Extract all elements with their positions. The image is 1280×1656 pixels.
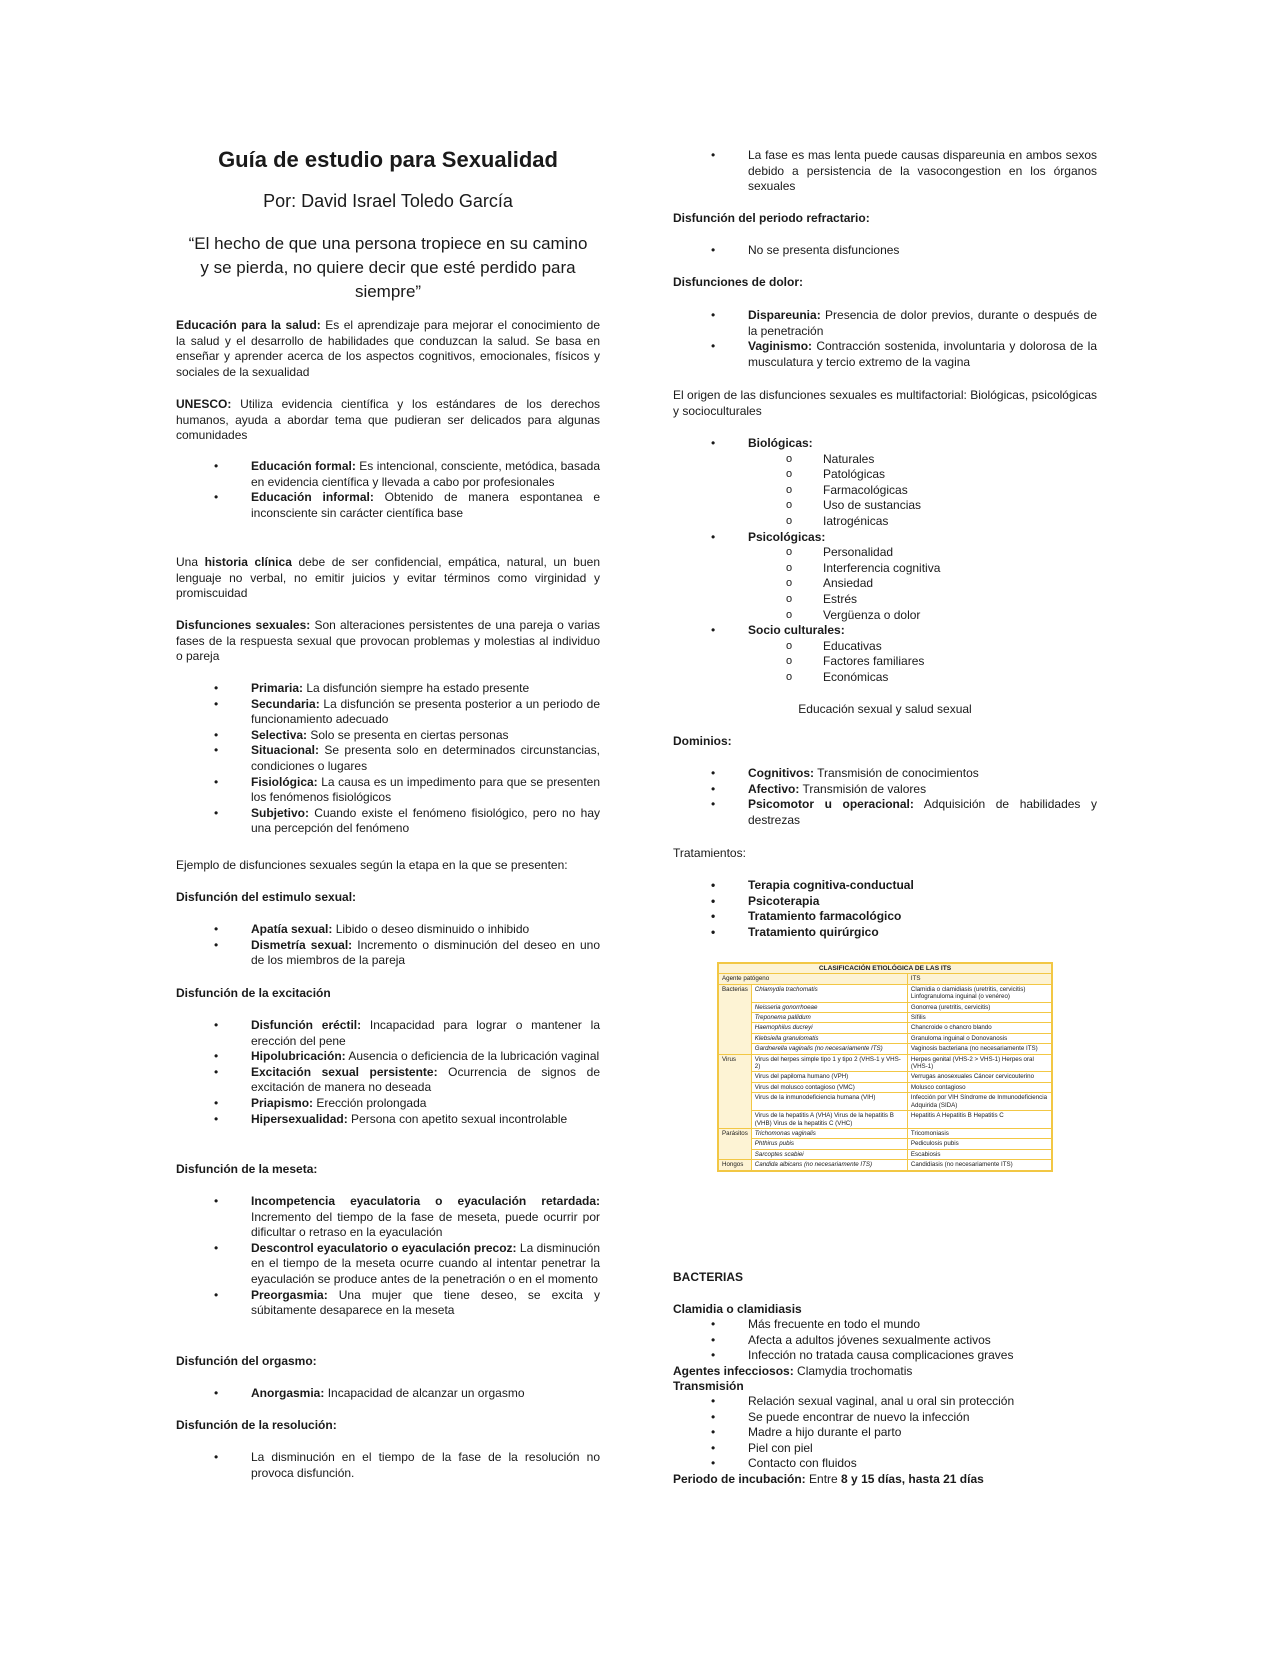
dominios-list bbox=[673, 766, 1097, 828]
historia-text: debe de ser confidencial, empática, natural, un buen lenguaje no verbal, no emitir juicios y evitar términos como virginidad y promiscuidad bbox=[176, 555, 600, 601]
origen-list bbox=[673, 436, 1097, 686]
resolucion-list bbox=[176, 1450, 600, 1481]
list-item: • Infección no tratada causa complicaciones graves bbox=[673, 1348, 1097, 1364]
list-item-term: Secundaria: bbox=[251, 696, 320, 711]
list-item-text: Adquisición de habilidades y destrezas bbox=[748, 797, 1098, 827]
list-item bbox=[176, 806, 600, 837]
list-item-text: La disminución en el tiempo de la fase de la resolución no provoca disfunción. bbox=[251, 1450, 600, 1480]
list-item-term: Educación informal: bbox=[251, 490, 374, 505]
its-cell: Gonorrea (uretritis, cervicitis) bbox=[907, 1002, 1052, 1012]
agent-cell: Virus del papiloma humano (VPH) bbox=[751, 1072, 907, 1082]
list-item bbox=[176, 938, 600, 969]
list-item-text: Libido o deseo disminuido o inhibido bbox=[332, 922, 530, 936]
its-cell: Pediculosis pubis bbox=[907, 1139, 1052, 1149]
list-item-term: Apatía sexual: bbox=[251, 922, 333, 936]
group-cell: Hongos bbox=[718, 1160, 751, 1171]
list-item-term: Fisiológica: bbox=[251, 774, 318, 789]
list-item bbox=[176, 1096, 600, 1112]
clamidia-list bbox=[673, 1317, 1097, 1364]
list-item-text: Presencia de dolor previos, durante o después de la penetración bbox=[748, 308, 1097, 338]
list-item-term: Psicomotor u operacional: bbox=[748, 797, 914, 812]
agent-cell bbox=[751, 1044, 907, 1054]
group-cell: Bacterias bbox=[718, 984, 751, 1054]
list-item bbox=[673, 148, 1097, 195]
table-header-agent: Agente patógeno bbox=[718, 974, 907, 984]
list-item bbox=[673, 782, 1097, 798]
table-row bbox=[718, 1023, 1052, 1033]
tratamientos-heading: Tratamientos: bbox=[673, 846, 746, 860]
agent-cell bbox=[751, 1160, 907, 1171]
sub-list-item: o Educativas bbox=[748, 639, 1097, 655]
its-cell: Clamidia o clamidiasis (uretritis, cervicitis) Linfogranuloma inguinal (o venéreo) bbox=[907, 984, 1052, 1002]
list-item-text: Incapacidad de alcanzar un orgasmo bbox=[324, 1386, 525, 1400]
sub-list-item: o Interferencia cognitiva bbox=[748, 561, 1097, 577]
estimulo-heading: Disfunción del estimulo sexual: bbox=[176, 890, 357, 904]
list-item-term: Cognitivos: bbox=[748, 766, 814, 780]
its-cell: Verrugas anosexuales Cáncer cervicouterino bbox=[907, 1072, 1052, 1082]
list-item bbox=[673, 243, 1097, 259]
agentes-paragraph bbox=[673, 1364, 1097, 1380]
list-item-term: Dismetría sexual: bbox=[251, 937, 353, 952]
list-item-term: Hipersexualidad: bbox=[251, 1111, 348, 1126]
list-item-text: No se presenta disfunciones bbox=[748, 243, 900, 257]
list-item-text: La disfunción se presenta posterior a un periodo de funcionamiento adecuado bbox=[251, 696, 600, 727]
unesco-term: UNESCO: bbox=[176, 397, 232, 411]
list-item-text: Una mujer que tiene deseo, se excita y súbitamente desaparece en la meseta bbox=[251, 1287, 600, 1318]
list-item-text: Erección prolongada bbox=[313, 1095, 427, 1110]
table-row bbox=[718, 1054, 1052, 1072]
agent-text: Candida albicans (no necesariamente ITS) bbox=[754, 1161, 873, 1169]
its-cell: Chancroide o chancro blando bbox=[907, 1023, 1052, 1033]
agent-cell: Virus del molusco contagioso (VMC) bbox=[751, 1082, 907, 1092]
list-item bbox=[176, 1450, 600, 1481]
list-item: • Más frecuente en todo el mundo bbox=[673, 1317, 1097, 1333]
meseta-list bbox=[176, 1194, 600, 1319]
excitacion-list bbox=[176, 1018, 600, 1127]
disfunciones-paragraph bbox=[176, 618, 600, 665]
agent-cell bbox=[751, 1013, 907, 1023]
tratamientos-list bbox=[673, 878, 1097, 940]
list-item: • Piel con piel bbox=[673, 1441, 1097, 1457]
sub-list-item: o Farmacológicas bbox=[748, 483, 1097, 499]
list-item-term: Incompetencia eyaculatoria o eyaculación retardada: bbox=[251, 1194, 600, 1208]
list-item bbox=[176, 459, 600, 490]
its-cell: Vaginosis bacteriana (no necesariamente ITS) bbox=[907, 1044, 1052, 1054]
agent-cell bbox=[751, 1002, 907, 1012]
agentes-term: Agentes infecciosos: bbox=[673, 1364, 794, 1378]
its-cell: Infección por VIH Síndrome de Inmunodeficiencia Adquirida (SIDA) bbox=[907, 1093, 1052, 1111]
list-item bbox=[176, 743, 600, 774]
table-row bbox=[718, 984, 1052, 1002]
table-row bbox=[718, 1072, 1052, 1082]
its-cell: Candidiasis (no necesariamente ITS) bbox=[907, 1160, 1052, 1171]
agent-text: Klebsiella granulomatis bbox=[754, 1034, 819, 1042]
agent-text: Haemophilus ducreyi bbox=[754, 1024, 813, 1032]
sub-list-item: o Iatrogénicas bbox=[748, 514, 1097, 530]
list-item: • Psicoterapia bbox=[673, 894, 1097, 910]
list-item-text: Transmisión de conocimientos bbox=[814, 766, 979, 780]
list-item bbox=[673, 766, 1097, 782]
its-cell: Hepatitis A Hepatitis B Hepatitis C bbox=[907, 1111, 1052, 1129]
list-item-text: Contracción sostenida, involuntaria y dolorosa de la musculatura y tercio extremo de la vagina bbox=[748, 339, 1097, 369]
sub-list-item: o Factores familiares bbox=[748, 654, 1097, 670]
group-cell: Virus bbox=[718, 1054, 751, 1128]
list-item-text: Transmisión de valores bbox=[799, 781, 927, 796]
agent-cell: Virus del herpes simple tipo 1 y tipo 2 (VHS-1 y VHS-2) bbox=[751, 1054, 907, 1072]
list-item-text: Persona con apetito sexual incontrolable bbox=[347, 1111, 568, 1126]
disfunciones-term: Disfunciones sexuales: bbox=[176, 618, 311, 632]
historia-pre: Una bbox=[176, 555, 205, 569]
agent-text: Neisseria gonorrhoeae bbox=[754, 1003, 818, 1011]
sub-list bbox=[748, 452, 1097, 530]
list-item bbox=[673, 339, 1097, 370]
list-item-text: Incremento o disminución del deseo en uno de los miembros de la pareja bbox=[251, 937, 600, 968]
list-item-text: Incapacidad para lograr o mantener la erección del pene bbox=[251, 1018, 600, 1048]
list-item bbox=[176, 1386, 600, 1402]
sub-list-item: o Ansiedad bbox=[748, 576, 1097, 592]
table-row bbox=[718, 1128, 1052, 1138]
document-quote: “El hecho de que una persona tropiece en su camino y se pierda, no quiere decir que esté perdido para siempre” bbox=[188, 234, 588, 301]
incubacion-days: 8 y 15 días, hasta 21 días bbox=[841, 1472, 984, 1486]
agent-cell: Virus de la hepatitis A (VHA) Virus de la hepatitis B (VHB) Virus de la hepatitis C (VHC) bbox=[751, 1111, 907, 1129]
educacion-term: Educación para la salud: bbox=[176, 318, 321, 332]
list-item bbox=[176, 1018, 600, 1049]
list-item-text: Obtenido de manera espontanea e inconsciente sin carácter científica base bbox=[251, 490, 600, 520]
list-item bbox=[176, 490, 600, 521]
list-item: • Tratamiento quirúrgico bbox=[673, 925, 1097, 941]
fase-lenta-list bbox=[673, 148, 1097, 195]
list-item bbox=[673, 797, 1097, 828]
sub-list-item: o Uso de sustancias bbox=[748, 498, 1097, 514]
list-item bbox=[673, 530, 1097, 624]
orgasmo-heading: Disfunción del orgasmo: bbox=[176, 1354, 317, 1368]
group-label: Socio culturales: bbox=[748, 623, 845, 638]
sub-list bbox=[748, 545, 1097, 623]
excitacion-heading: Disfunción de la excitación bbox=[176, 986, 331, 1000]
table-row bbox=[718, 1149, 1052, 1159]
agent-cell bbox=[751, 1023, 907, 1033]
sub-list-item: o Vergüenza o dolor bbox=[748, 608, 1097, 624]
list-item-term: Situacional: bbox=[251, 743, 320, 758]
agentes-text: Clamydia trochomatis bbox=[793, 1364, 913, 1378]
list-item-term: Primaria: bbox=[251, 681, 304, 695]
estimulo-list bbox=[176, 922, 600, 969]
list-item: • Terapia cognitiva-conductual bbox=[673, 878, 1097, 894]
list-item-text: La causa es un impedimento para que se presenten los fenómenos fisiológicos bbox=[251, 774, 600, 805]
list-item: • Tratamiento farmacológico bbox=[673, 909, 1097, 925]
list-item bbox=[673, 623, 1097, 685]
list-item-term: Disfunción eréctil: bbox=[251, 1018, 362, 1032]
its-cell: Sífilis bbox=[907, 1013, 1052, 1023]
list-item: • Se puede encontrar de nuevo la infección bbox=[673, 1410, 1097, 1426]
list-item-term: Preorgasmia: bbox=[251, 1287, 328, 1302]
list-item bbox=[176, 775, 600, 806]
list-item-text: Ausencia o deficiencia de la lubricación vaginal bbox=[345, 1049, 600, 1064]
ejemplo-paragraph: Ejemplo de disfunciones sexuales según la etapa en la que se presenten: bbox=[176, 858, 568, 872]
list-item-text: Ocurrencia de signos de excitación de manera no deseada bbox=[251, 1064, 600, 1095]
table-caption: CLASIFICACIÓN ETIOLÓGICA DE LAS ITS bbox=[718, 963, 1052, 974]
group-cell: Parásitos bbox=[718, 1128, 751, 1159]
list-item-term: Selectiva: bbox=[251, 727, 308, 742]
disfunciones-text: Son alteraciones persistentes de una pareja o varias fases de la respuesta sexual que provocan problemas y molestias al individuo o pareja bbox=[176, 618, 600, 664]
dominios-heading: Dominios: bbox=[673, 734, 732, 748]
refractario-heading: Disfunción del periodo refractario: bbox=[673, 211, 870, 225]
historia-paragraph bbox=[176, 555, 600, 602]
group-label: Psicológicas: bbox=[748, 529, 826, 544]
bacterias-heading: BACTERIAS bbox=[673, 1270, 744, 1284]
table-row bbox=[718, 1093, 1052, 1111]
list-item bbox=[176, 697, 600, 728]
dolor-heading: Disfunciones de dolor: bbox=[673, 275, 804, 289]
transmision-list bbox=[673, 1394, 1097, 1472]
table-row bbox=[718, 1160, 1052, 1171]
orgasmo-list bbox=[176, 1386, 600, 1402]
sub-list-item: o Económicas bbox=[748, 670, 1097, 686]
agent-text: Treponema pallidum bbox=[754, 1014, 811, 1022]
agent-cell bbox=[751, 1033, 907, 1043]
table-row bbox=[718, 1002, 1052, 1012]
list-item bbox=[176, 1112, 600, 1128]
group-label: Biológicas: bbox=[748, 436, 813, 450]
historia-term: historia clínica bbox=[204, 555, 292, 569]
list-item: • Contacto con fluidos bbox=[673, 1456, 1097, 1472]
sub-list-item: o Naturales bbox=[748, 452, 1097, 468]
list-item-term: Hipolubricación: bbox=[251, 1049, 346, 1064]
origen-paragraph: El origen de las disfunciones sexuales es multifactorial: Biológicas, psicológicas y socioculturales bbox=[673, 388, 1097, 418]
list-item-text: Solo se presenta en ciertas personas bbox=[307, 727, 509, 742]
list-item bbox=[673, 308, 1097, 339]
incubacion-pre: Entre bbox=[805, 1472, 842, 1486]
list-item bbox=[176, 1049, 600, 1065]
list-item-text: La disfunción siempre ha estado presente bbox=[303, 681, 530, 695]
list-item bbox=[176, 681, 600, 697]
list-item-term: Educación formal: bbox=[251, 459, 356, 473]
its-cell: Tricomoniasis bbox=[907, 1128, 1052, 1138]
list-item bbox=[176, 922, 600, 938]
agent-cell bbox=[751, 1128, 907, 1138]
table-row bbox=[718, 1013, 1052, 1023]
transmision-heading: Transmisión bbox=[673, 1379, 744, 1393]
list-item-term: Excitación sexual persistente: bbox=[251, 1064, 438, 1079]
agent-cell bbox=[751, 984, 907, 1002]
incubacion-paragraph bbox=[673, 1472, 1097, 1488]
sub-list-item: o Patológicas bbox=[748, 467, 1097, 483]
agent-text: Phthirus pubis bbox=[754, 1140, 795, 1148]
unesco-paragraph bbox=[176, 397, 600, 444]
meseta-heading: Disfunción de la meseta: bbox=[176, 1162, 318, 1176]
agent-text: Chlamydia trachomatis bbox=[754, 985, 818, 993]
table-row bbox=[718, 1139, 1052, 1149]
its-cell: Molusco contagioso bbox=[907, 1082, 1052, 1092]
sub-list-item: o Personalidad bbox=[748, 545, 1097, 561]
clamidia-heading: Clamidia o clamidiasis bbox=[673, 1302, 802, 1316]
list-item-term: Descontrol eyaculatorio o eyaculación precoz: bbox=[251, 1240, 517, 1255]
list-item-term: Priapismo: bbox=[251, 1095, 314, 1110]
list-item-text: Cuando existe el fenómeno fisiológico, pero no hay una percepción del fenómeno bbox=[251, 805, 600, 836]
educacion-paragraph bbox=[176, 318, 600, 380]
incubacion-term: Periodo de incubación: bbox=[673, 1472, 806, 1486]
sub-list-item: o Estrés bbox=[748, 592, 1097, 608]
table-row bbox=[718, 1033, 1052, 1043]
list-item-text: Se presenta solo en determinados circunstancias, condiciones o lugares bbox=[251, 743, 600, 773]
list-item bbox=[176, 1241, 600, 1288]
document-title: Guía de estudio para Sexualidad bbox=[218, 147, 558, 172]
list-item-term: Afectivo: bbox=[748, 781, 800, 796]
list-item-term: Anorgasmia: bbox=[251, 1386, 325, 1400]
its-cell: Escabiosis bbox=[907, 1149, 1052, 1159]
dolor-list bbox=[673, 308, 1097, 370]
list-item-text: Incremento del tiempo de la fase de meseta, puede ocurrir por dificultar o retraso en la eyaculación bbox=[251, 1209, 600, 1240]
sub-list bbox=[748, 639, 1097, 686]
edu-sexual-caption: Educación sexual y salud sexual bbox=[798, 702, 972, 716]
its-cell: Granuloma inguinal o Donovanosis bbox=[907, 1033, 1052, 1043]
agent-cell bbox=[751, 1139, 907, 1149]
list-item-text: Es intencional, consciente, metódica, basada en evidencia científica y llevada a cabo por profesionales bbox=[251, 459, 600, 489]
list-item: • Afecta a adultos jóvenes sexualmente activos bbox=[673, 1333, 1097, 1349]
its-cell: Herpes genital (VHS-2 > VHS-1) Herpes oral (VHS-1) bbox=[907, 1054, 1052, 1072]
list-item-term: Vaginismo: bbox=[748, 339, 813, 354]
agent-text: Trichomonas vaginalis bbox=[754, 1129, 816, 1137]
table-row bbox=[718, 1082, 1052, 1092]
list-item-text: La fase es mas lenta puede causas dispareunia en ambos sexos debido a persistencia de la vasocongestion en los órganos sexuales bbox=[748, 148, 1097, 194]
list-item-term: Dispareunia: bbox=[748, 308, 821, 322]
its-classification-table bbox=[717, 962, 1053, 1172]
table-row bbox=[718, 1044, 1052, 1054]
educacion-text: Es el aprendizaje para mejorar el conocimiento de la salud y el desarrollo de habilidades que conduzcan la salud. Se basa en enseñar y aprender acerca de los aspectos cognitivos, emocionales, físicos y sociales de la sexualidad bbox=[176, 318, 600, 379]
tipos-list bbox=[176, 681, 600, 837]
list-item bbox=[176, 728, 600, 744]
list-item bbox=[176, 1194, 600, 1241]
agent-text: Sarcoptes scabiei bbox=[754, 1150, 804, 1158]
refractario-list bbox=[673, 243, 1097, 259]
agent-cell: Virus de la inmunodeficiencia humana (VIH) bbox=[751, 1093, 907, 1111]
table-header-its: ITS bbox=[907, 974, 1052, 984]
document-author: Por: David Israel Toledo García bbox=[263, 191, 513, 211]
list-item bbox=[673, 436, 1097, 530]
list-item-text: La disminución en el tiempo de la meseta ocurre cuando al intentar penetrar la eyaculación se produce antes de la penetración o en el momento bbox=[251, 1240, 600, 1286]
agent-cell bbox=[751, 1149, 907, 1159]
list-item bbox=[176, 1288, 600, 1319]
list-item: • Relación sexual vaginal, anal u oral sin protección bbox=[673, 1394, 1097, 1410]
list-item: • Madre a hijo durante el parto bbox=[673, 1425, 1097, 1441]
list-item-term: Subjetivo: bbox=[251, 805, 310, 820]
resolucion-heading: Disfunción de la resolución: bbox=[176, 1418, 337, 1432]
list-item bbox=[176, 1065, 600, 1096]
edu-types-list bbox=[176, 459, 600, 521]
table-row bbox=[718, 1111, 1052, 1129]
unesco-text: Utiliza evidencia científica y los estándares de los derechos humanos, ayuda a abordar tema que pudieran ser delicados para algunas comunidades bbox=[176, 397, 600, 443]
agent-text: Gardnerella vaginalis (no necesariamente ITS) bbox=[754, 1045, 883, 1053]
